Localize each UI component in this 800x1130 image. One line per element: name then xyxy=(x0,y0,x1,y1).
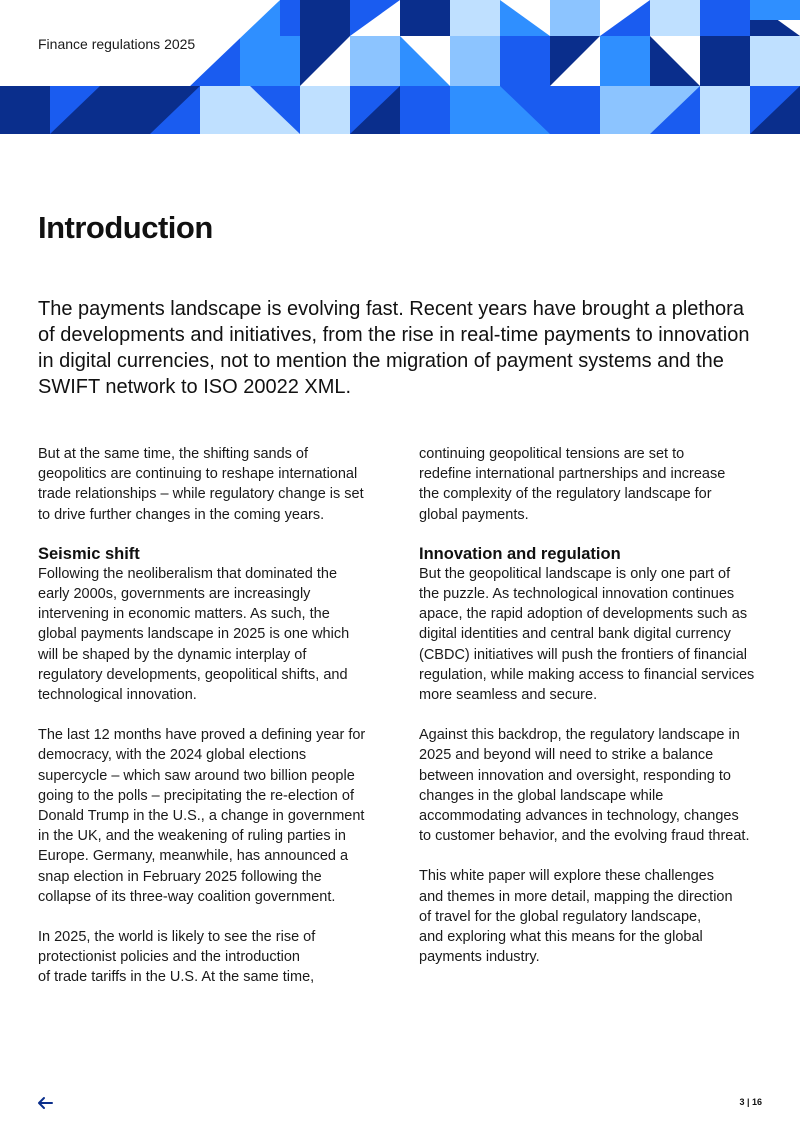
body-paragraph: But the geopolitical landscape is only one part of the puzzle. As technological innovation continues apace, the rapid adoption of developments such as digital identities and central bank digital currency (CBDC) initiatives will push the frontiers of financial regulation, while making access to financial services more seamless and secure. xyxy=(419,565,755,704)
header-banner xyxy=(0,0,800,134)
page-title: Introduction xyxy=(38,210,213,245)
body-paragraph: The last 12 months have proved a defining year for democracy, with the 2024 global elections supercycle – which saw around two billion people going to the polls – precipitating the re-election of Donald Trump in the U.S., a change in government in the UK, and the weakening of ruling parties in Europe. Germany, meanwhile, has announced a snap election in February 2025 following the collapse of its three-way coalition government. xyxy=(38,727,366,905)
right-column xyxy=(419,444,769,967)
page-number: 3 | 16 xyxy=(739,1097,762,1107)
lead-paragraph: The payments landscape is evolving fast. Recent years have brought a plethora of developments and initiatives, from the rise in real-time payments to innovation in digital currencies, not to mention the migration of payment systems and the SWIFT network to ISO 20022 XML. xyxy=(38,298,750,398)
body-paragraph: In 2025, the world is likely to see the rise of protectionist policies and the introduction of trade tariffs in the U.S. At the same time, xyxy=(38,929,316,986)
section-heading-seismic-shift: Seismic shift xyxy=(38,544,140,563)
arrow-left-icon[interactable] xyxy=(36,1094,54,1112)
body-paragraph: Following the neoliberalism that dominated the early 2000s, governments are increasingly intervening in economic matters. As such, the global payments landscape in 2025 is one which will be shaped by the dynamic interplay of regulatory developments, geopolitical shifts, and technological innovation. xyxy=(38,565,350,704)
body-paragraph: Against this backdrop, the regulatory landscape in 2025 and beyond will need to strike a balance between innovation and oversight, responding to changes in the global landscape while accommodating advances in technology, changes to customer behavior, and the evolving fraud threat. xyxy=(419,727,750,845)
banner-pattern xyxy=(0,0,800,134)
section-heading-innovation-regulation: Innovation and regulation xyxy=(419,544,621,563)
body-paragraph: But at the same time, the shifting sands of geopolitics are continuing to reshape international trade relationships – while regulatory change is set to drive further changes in the coming years. xyxy=(38,446,364,523)
document-label: Finance regulations 2025 xyxy=(38,36,196,52)
body-paragraph: This white paper will explore these challenges and themes in more detail, mapping the direction of travel for the global regulatory landscape, and exploring what this means for the global payments industry. xyxy=(419,868,733,966)
left-column xyxy=(38,444,383,988)
body-paragraph: continuing geopolitical tensions are set to redefine international partnerships and increase the complexity of the regulatory landscape for global payments. xyxy=(419,446,726,523)
